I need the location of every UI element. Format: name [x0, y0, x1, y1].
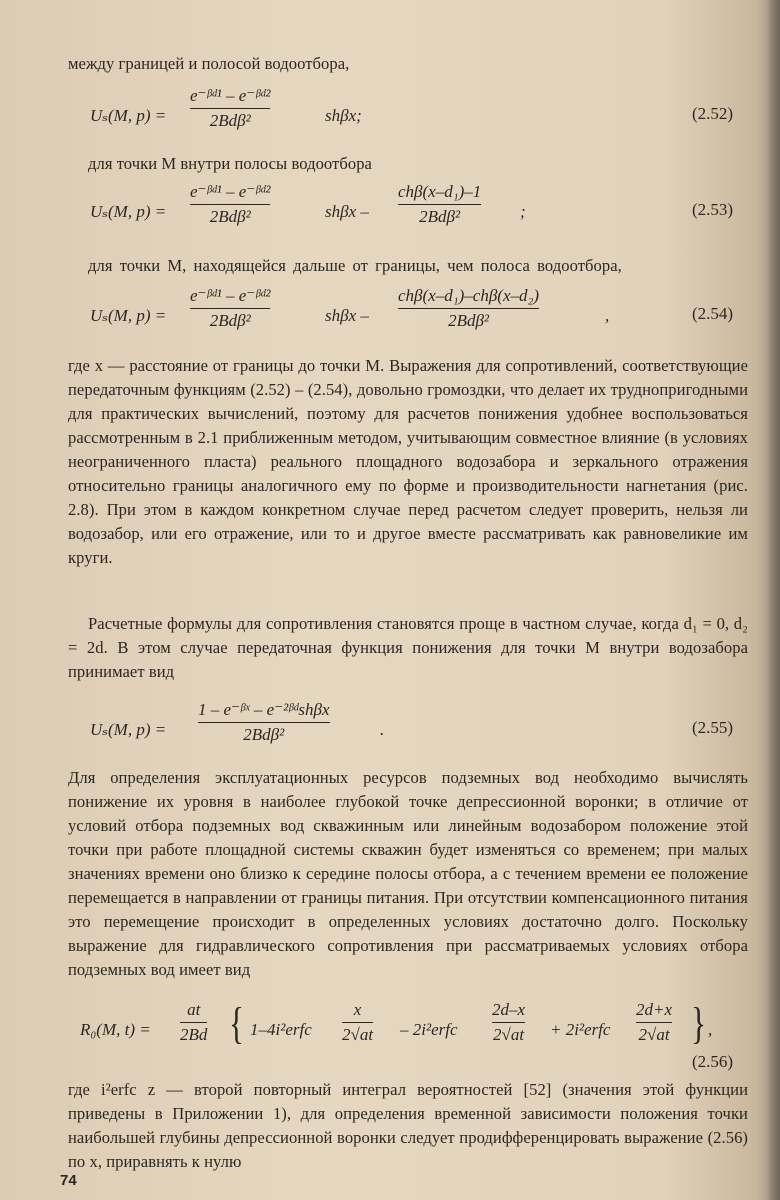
paragraph-intro: между границей и полосой водоотбора, [68, 54, 350, 73]
eq-denominator: 2√at [638, 1025, 670, 1044]
eq-term-1: 1–4i²erfc [250, 1020, 312, 1039]
eq-fraction [190, 286, 270, 331]
eq-fraction [190, 86, 270, 131]
page-number: 74 [60, 1172, 77, 1189]
eq-lhs: Uₛ(M, p) = [90, 720, 167, 739]
eq-numerator: 1 – e⁻ᵝˣ – e⁻²ᵝᵈshβx [198, 700, 330, 719]
equation-number: (2.54) [692, 304, 734, 323]
eq-numerator: e⁻ᵝᵈ¹ – e⁻ᵝᵈ² [190, 86, 271, 105]
eq-fraction [198, 700, 330, 745]
eq-tail: ; [520, 202, 526, 221]
eq-tail: . [380, 720, 385, 739]
paragraph-beyond-strip: для точки M, находящейся дальше от границы, чем полоса водоотбора, [88, 256, 622, 275]
eq-numerator: e⁻ᵝᵈ¹ – e⁻ᵝᵈ² [190, 286, 271, 305]
eq-fraction-2 [398, 286, 539, 331]
paragraph-special-case: Расчетные формулы для сопротивления становятся проще в частном случае, когда d₁ = 0, d₂ = 2d. В этом случае передаточная функция понижения для точки M внутри водозабора принимает вид [68, 614, 748, 681]
eq-numerator: x [353, 1000, 362, 1019]
equation-2-53 [80, 182, 750, 238]
eq-numerator: 2d+x [636, 1000, 673, 1019]
equation-number: (2.52) [692, 104, 734, 123]
eq-fraction-3 [492, 1000, 525, 1045]
eq-tail: shβx; [325, 106, 362, 125]
eq-tail: , [708, 1020, 713, 1039]
equation-2-56 [80, 1000, 750, 1076]
eq-denominator: 2Bd [180, 1025, 208, 1044]
eq-middle: shβx – [325, 306, 369, 325]
eq-denominator: 2Bdβ² [209, 111, 251, 130]
brace-open: { [229, 999, 244, 1048]
paragraph-resources: Для определения эксплуатационных ресурсов подземных вод необходимо вычислять понижение их уровня в наиболее глубокой точке депрессионной воронки; в отличие от условий отбора подземных вод скважинным или линейным водозабором положение этой точки при работе площадной системы скважин будет изменяться со временем; при малых значениях времени оно близко к середине полосы отбора, а с течением времени ее положение перемещается в направлении от границы питания. При отсутствии компенсационного питания это перемещение происходит в определенных условиях достаточно долго. Поскольку выражение для гидравлического сопротивления при рассматриваемых условиях отбора подземных вод имеет вид [68, 768, 748, 979]
paragraph-explanation: где x — расстояние от границы до точки M. Выражения для сопротивлений, соответствующие передаточным функциям (2.52) – (2.54), довольно громоздки, что делает их труднопригодными для практических вычислений, поэтому для расчетов понижения удобнее воспользоваться рассмотренным в 2.1 приближенным методом, учитывающим совместное влияние (в условиях неограниченного пласта) реального площадного водозабора и зеркального отражения относительно границы аналогичного ему по форме и производительности нагнетания (рис. 2.8). При этом в каждом конкретном случае перед расчетом следует проверить, нельзя ли водозабор, или его отражение, или то и другое вместе рассматривать как равновеликие им круги. [68, 356, 748, 567]
paragraph-derivative: где i²erfc z — второй повторный интеграл вероятностей [52] (значения этой функции приведены в Приложении 1), для определения временной зависимости положения точки наибольшей глубины депрессионной воронки следует продифференцировать выражение (2.56) по x, приравнять к нулю [68, 1080, 748, 1171]
eq-term-2: – 2i²erfc [400, 1020, 458, 1039]
eq-numerator: chβ(x–d₁)–1 [398, 182, 482, 201]
eq-fraction-2 [342, 1000, 373, 1045]
eq-denominator: 2Bdβ² [419, 207, 461, 226]
eq-numerator: chβ(x–d₁)–chβ(x–d₂) [398, 286, 540, 305]
equation-2-55 [80, 700, 750, 756]
eq-lhs: R₀(M, t) = [80, 1020, 151, 1039]
eq-denominator: 2√at [342, 1025, 374, 1044]
eq-lhs: Uₛ(M, p) = [90, 306, 167, 325]
eq-denominator: 2√at [492, 1025, 525, 1044]
equation-number: (2.56) [692, 1052, 734, 1071]
eq-fraction [190, 182, 270, 227]
equation-number: (2.55) [692, 718, 734, 737]
equation-2-54 [80, 286, 750, 342]
eq-middle: shβx – [325, 202, 369, 221]
eq-denominator: 2Bdβ² [243, 725, 285, 744]
page-edge-shadow [766, 0, 780, 1200]
eq-denominator: 2Bdβ² [209, 207, 251, 226]
eq-fraction-2 [398, 182, 481, 227]
paragraph-inside-strip: для точки M внутри полосы водоотбора [88, 154, 372, 173]
eq-numerator: e⁻ᵝᵈ¹ – e⁻ᵝᵈ² [190, 182, 271, 201]
equation-number: (2.53) [692, 200, 734, 219]
eq-lhs: Uₛ(M, p) = [90, 202, 167, 221]
brace-close: } [691, 999, 706, 1048]
eq-numerator: 2d–x [492, 1000, 526, 1019]
eq-denominator: 2Bdβ² [209, 311, 251, 330]
eq-lhs: Uₛ(M, p) = [90, 106, 167, 125]
eq-numerator: at [187, 1000, 201, 1019]
equation-2-52 [80, 86, 750, 142]
eq-term-3: + 2i²erfc [550, 1020, 611, 1039]
eq-tail: , [605, 306, 610, 325]
eq-denominator: 2Bdβ² [448, 311, 490, 330]
eq-fraction [180, 1000, 207, 1045]
eq-fraction-4 [636, 1000, 672, 1045]
